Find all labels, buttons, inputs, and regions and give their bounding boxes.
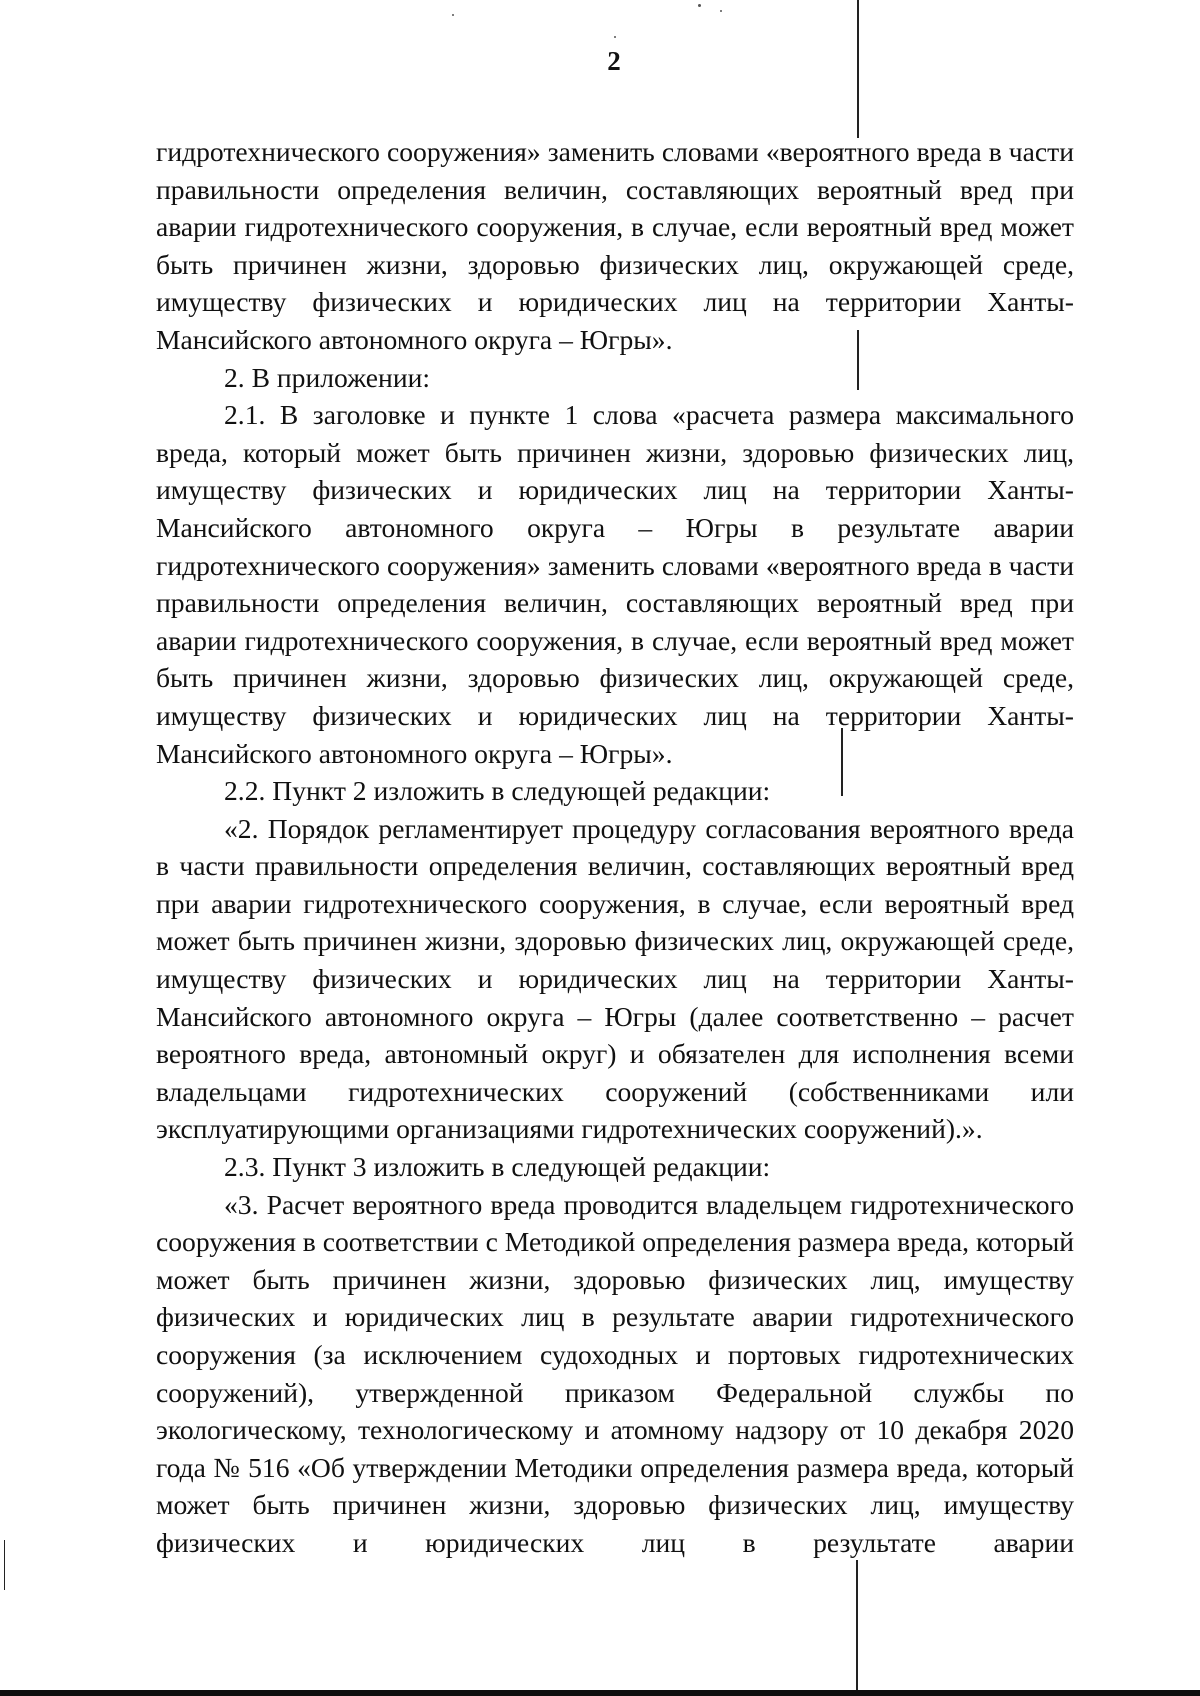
scan-bottom-edge <box>0 1690 1200 1696</box>
scan-artifact-left-line <box>4 1540 5 1590</box>
scan-speck <box>614 36 616 38</box>
paragraph-quoted-point-3: «3. Расчет вероятного вреда проводится владельцем гидротехнического сооружения в соответствии с Методикой определения размера вреда, который может быть причинен жизни, здоровью физических лиц, имуществу физических и юридических лиц в результате аварии гидротехнического сооружения (за исключением судоходных и портовых гидротехнических сооружений), утвержденной приказом Федеральной службы по экологическому, технологическому и атомному надзору от 10 декабря 2020 года № 516 «Об утверждении Методики определения размера вреда, который может быть причинен жизни, здоровью физических лиц, имуществу физических и юридических лиц в результате аварии <box>156 1188 1074 1558</box>
paragraph-continuation: гидротехнического сооружения» заменить словами «вероятного вреда в части правильности определения величин, составляющих вероятный вред при аварии гидротехнического сооружения, в случае, если вероятный вред может быть причинен жизни, здоровью физических лиц, окружающей среде, имуществу физических и юридических лиц на территории Ханты-Мансийского автономного округа – Югры». <box>156 136 1074 355</box>
page-number: 2 <box>607 46 621 76</box>
scan-speck <box>452 14 454 16</box>
paragraph-item-2: 2. В приложении: <box>224 361 431 393</box>
paragraph-item-2-1: 2.1. В заголовке и пункте 1 слова «расчета размера максимального вреда, который может быть причинен жизни, здоровью физических лиц, имуществу физических и юридических лиц на территории Ханты-Мансийского автономного округа – Югры в результате аварии гидротехнического сооружения» заменить словами «вероятного вреда в части правильности определения величин, составляющих вероятный вред при аварии гидротехнического сооружения, в случае, если вероятный вред может быть причинен жизни, здоровью физических лиц, окружающей среде, имуществу физических и юридических лиц на территории Ханты-Мансийского автономного округа – Югры». <box>156 399 1074 769</box>
scan-speck <box>720 10 722 12</box>
scan-speck <box>698 4 701 7</box>
scan-artifact-bottom-line <box>856 1560 858 1696</box>
paragraph-item-2-3: 2.3. Пункт 3 изложить в следующей редакции: <box>224 1151 771 1183</box>
document-body <box>156 133 1074 1562</box>
paragraph-item-2-2: 2.2. Пункт 2 изложить в следующей редакции: <box>224 775 771 807</box>
paragraph-quoted-point-2: «2. Порядок регламентирует процедуру согласования вероятного вреда в части правильности определения величин, составляющих вероятный вред при аварии гидротехнического сооружения, в случае, если вероятный вред может быть причинен жизни, здоровью физических лиц, окружающей среде, имуществу физических и юридических лиц на территории Ханты-Мансийского автономного округа – Югры (далее соответственно – расчет вероятного вреда, автономный округ) и обязателен для исполнения всеми владельцами гидротехнических сооружений (собственниками или эксплуатирующими организациями гидротехнических сооружений).». <box>156 812 1074 1145</box>
